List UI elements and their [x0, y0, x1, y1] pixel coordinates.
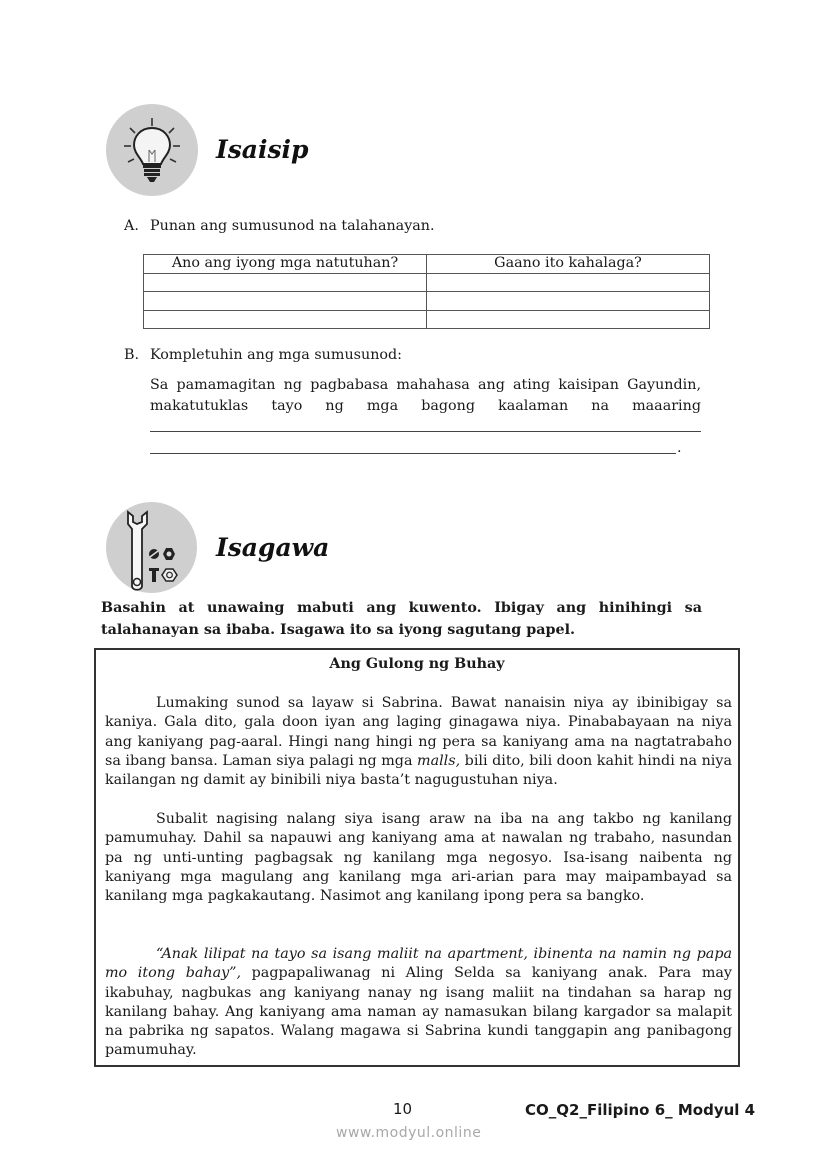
table-cell-input[interactable]: [427, 310, 710, 329]
table-cell-input[interactable]: [427, 292, 710, 311]
table-cell-input[interactable]: [144, 273, 427, 292]
answer-blank-line-1[interactable]: [150, 431, 701, 432]
story-paragraph-2: Subalit nagising nalang siya isang araw na iba na ang takbo ng kanilang pamumuhay. Dahil sa napauwi ang kaniyang ama at nawalan ng trabaho, nasundan pa ng unti-unting pagbagsak ng kanilang mga negosyo. Isa-isang naibenta ng kaniyang mga magulang ang kanilang mga ari-arian para may maipambayad sa kanilang mga pagkakautang. Nasimot ang kanilang ipong pera sa bangko.: [105, 811, 732, 905]
story-box: [94, 648, 740, 1067]
completion-line-1: Sa pamamagitan ng pagbabasa mahahasa ang ating kaisipan Gayundin,: [150, 377, 701, 393]
completion-line-2: makatutuklas tayo ng mga bagong kaalaman na maaaring: [150, 398, 701, 414]
table-cell-input[interactable]: [144, 310, 427, 329]
part-b-instruction: Kompletuhin ang mga sumusunod:: [150, 347, 402, 363]
end-period: .: [677, 440, 682, 456]
section-title-isaisip: Isaisip: [216, 135, 309, 164]
lightbulb-icon: [106, 104, 198, 196]
watermark-url: www.modyul.online: [336, 1125, 482, 1141]
part-a-label: A.: [124, 218, 139, 234]
learning-table: [143, 254, 710, 329]
table-row: [144, 273, 710, 292]
page-number: 10: [393, 1100, 413, 1118]
module-code: CO_Q2_Filipino 6_ Modyul 4: [525, 1101, 756, 1119]
table-header-row: [144, 255, 710, 274]
tools-icon: [106, 502, 197, 593]
table-row: [144, 310, 710, 329]
story-title: Ang Gulong ng Buhay: [329, 656, 505, 672]
table-cell-input[interactable]: [427, 273, 710, 292]
story-paragraph-3: “Anak lilipat na tayo sa isang maliit na apartment, ibinenta na namin ng papa mo itong bahay”, pagpapaliwanag ni Aling Selda sa kaniyang anak. Para may ikabuhay, nagbukas ang kaniyang nanay ng isang maliit na tindahan sa harap ng kanilang bahay. Ang kaniyang ama naman ay namasukan bilang kargador sa malapit na pabrika ng sapatos. Walang magawa si Sabrina kundi tanggapin ang panibagong pamumuhay.: [105, 946, 732, 1059]
answer-blank-line-2[interactable]: [150, 453, 676, 454]
table-header-cell: Gaano ito kahalaga?: [427, 255, 710, 274]
table-row: [144, 292, 710, 311]
quote-italic: “Anak lilipat na tayo sa isang maliit na apartment, ibinenta na namin ng papa mo itong bahay”,: [105, 946, 732, 982]
part-b-label: B.: [124, 347, 140, 363]
malls-italic: malls,: [417, 752, 461, 769]
story-paragraph-1: Lumaking sunod sa layaw si Sabrina. Bawat nanaisin niya ay ibinibigay sa kaniya. Gala dito, gala doon iyan ang laging ginagawa niya. Pinababayaan na niya ang kaniyang pag-aaral. Hingi nang hingi ng pera sa kaniyang ama na nagtatrabaho sa ibang bansa. Laman siya palagi ng mga malls, bili dito, bili doon kahit hindi na niya kailangan ng damit ay binibili niya basta’t nagugustuhan niya.: [105, 695, 732, 789]
table-header-cell: Ano ang iyong mga natutuhan?: [144, 255, 427, 274]
section-title-isagawa: Isagawa: [216, 533, 330, 562]
part-a-instruction: Punan ang sumusunod na talahanayan.: [150, 218, 435, 234]
table-cell-input[interactable]: [144, 292, 427, 311]
isagawa-instruction: Basahin at unawaing mabuti ang kuwento. Ibigay ang hinihingi sa talahanayan sa ibaba. Isagawa ito sa iyong sagutang papel.: [101, 600, 702, 638]
